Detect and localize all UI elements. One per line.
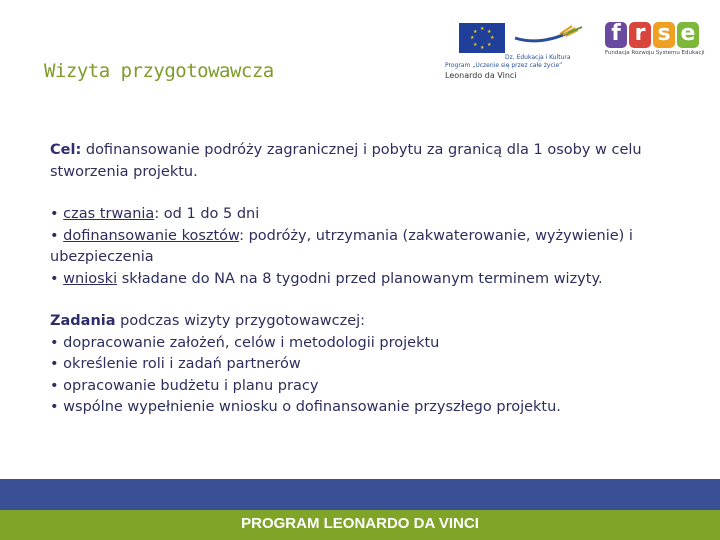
task-item: • opracowanie budżetu i planu pracy — [50, 377, 319, 394]
footer-blue-band — [0, 479, 720, 510]
eu-flag-logo: ★ ★ ★ ★ ★ ★ ★ ★ — [459, 23, 505, 53]
task-item: • wspólne wypełnienie wniosku o dofinansowanie przyszłego projektu. — [50, 399, 561, 415]
slide-title: Wizyta przygotowawcza — [44, 60, 274, 82]
frse-logo: f r s e — [605, 22, 699, 48]
leonardo-logo-icon — [510, 24, 590, 48]
leonardo-logo-text: Dz. Edukacja i Kultura Program „Uczenie się przez całe życie” Leonardo da Vinci — [445, 54, 571, 80]
task-item: • dopracowanie założeń, celów i metodologii projektu — [50, 334, 440, 351]
bullet-item: • wnioski składane do NA na 8 tygodni przed planowanym terminem wizyty. — [50, 270, 603, 287]
tasks-heading: Zadania podczas wizyty przygotowawczej: — [50, 313, 366, 329]
bullet-item: • czas trwania: od 1 do 5 dni — [50, 206, 260, 222]
goal-paragraph: Cel: dofinansowanie podróży zagranicznej i pobytu za granicą dla 1 osoby w celu stworzenia projektu. — [50, 142, 642, 180]
bullet-item: • dofinansowanie kosztów: podróży, utrzymania (zakwaterowanie, wyżywienie) i ubezpieczenia — [50, 227, 633, 265]
frse-subtitle: Fundacja Rozwoju Systemu Edukacji — [605, 50, 705, 56]
slide-body — [50, 140, 690, 419]
task-item: • określenie roli i zadań partnerów — [50, 356, 301, 372]
footer-program-label: PROGRAM LEONARDO DA VINCI — [0, 510, 720, 540]
